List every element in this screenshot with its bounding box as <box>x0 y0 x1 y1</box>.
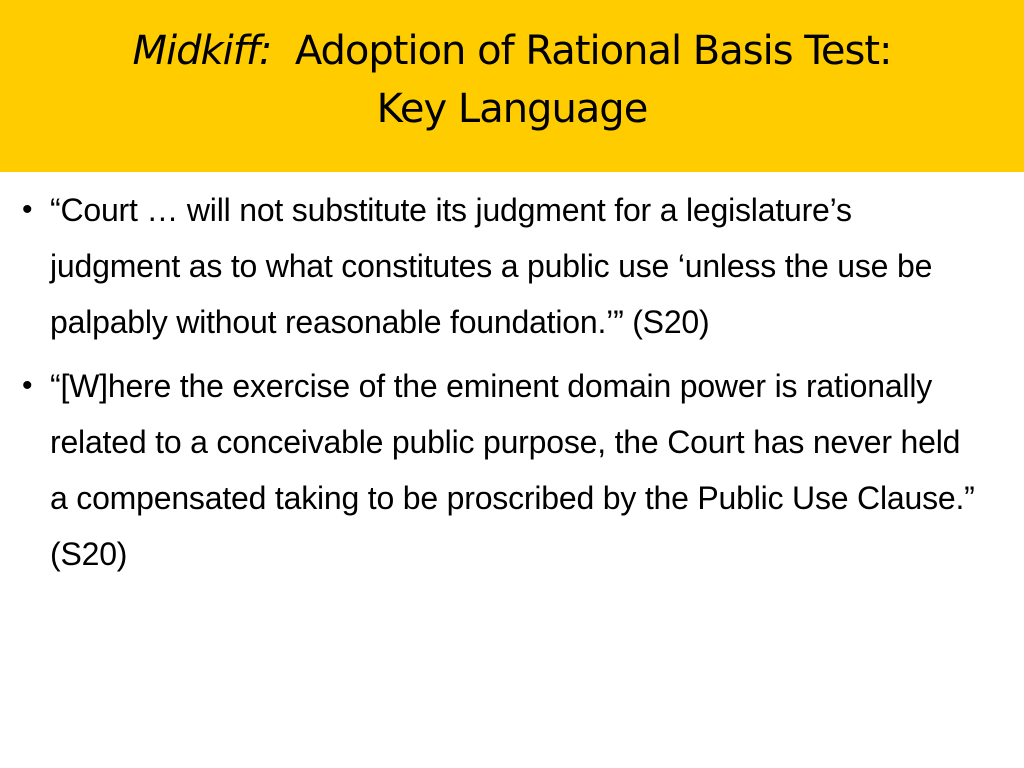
slide-body <box>22 182 982 590</box>
title-line-2: Key Language <box>376 86 648 132</box>
title-banner <box>0 0 1024 172</box>
title-line-1: Adoption of Rational Basis Test: <box>294 28 892 74</box>
bullet-item <box>22 182 982 350</box>
title-case-name: Midkiff: <box>132 28 272 74</box>
bullet-list <box>22 182 982 582</box>
bullet-item <box>22 358 982 582</box>
bullet-text: “[W]here the exercise of the eminent domain power is rationally related to a conceivable public purpose, the Court has never held a compensated taking to be proscribed by the Public Use Clause.” (S20) <box>50 368 975 572</box>
bullet-dot-icon: • <box>22 193 33 226</box>
bullet-text: “Court … will not substitute its judgment for a legislature’s judgment as to what constitutes a public use ‘unless the use be palpably without reasonable foundation.’” (S20) <box>50 192 933 340</box>
bullet-dot-icon: • <box>22 369 33 402</box>
slide-title <box>20 22 1004 138</box>
